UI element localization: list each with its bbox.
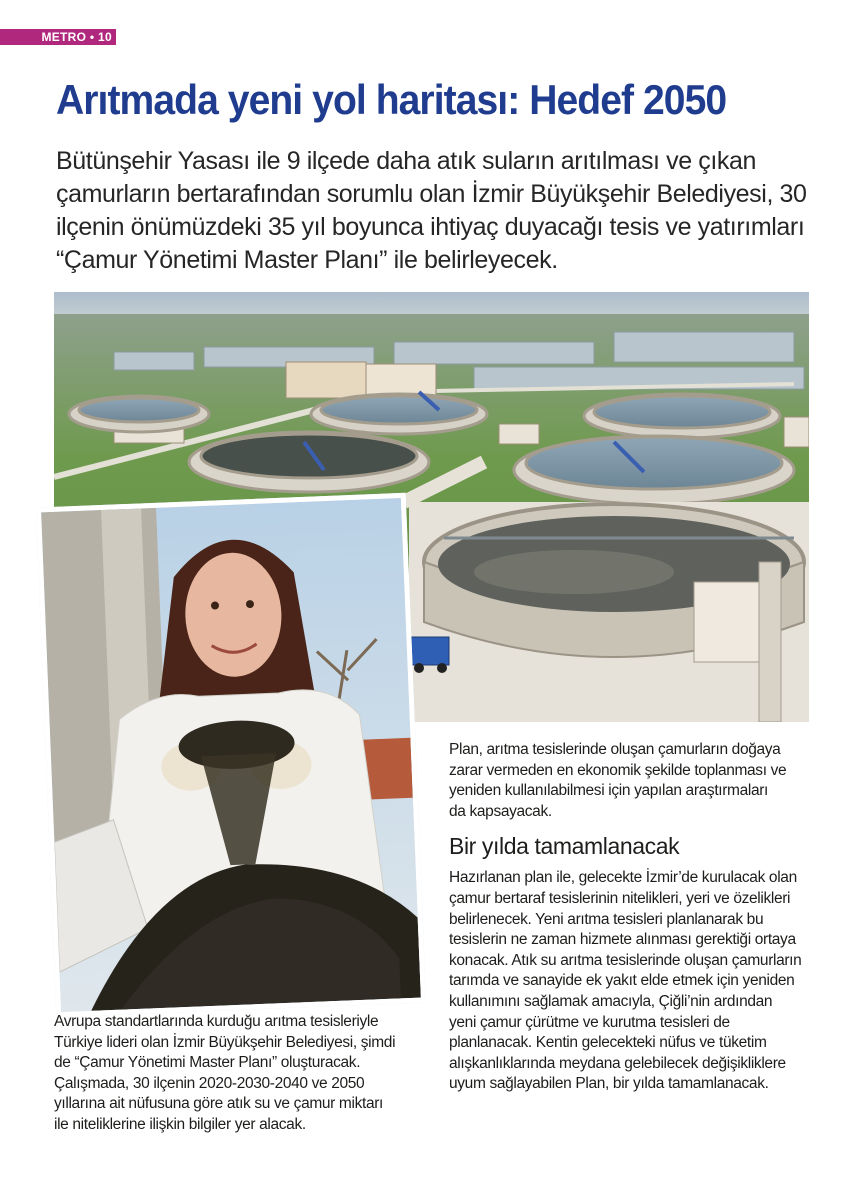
lead-paragraph — [56, 145, 816, 277]
caption-line: Çalışmada, 30 ilçenin 2020-2030-2040 ve 2050 — [54, 1074, 365, 1092]
headline: Arıtmada yeni yol haritası: Hedef 2050 — [56, 76, 727, 123]
intro-paragraph — [449, 740, 819, 822]
intro-line: zarar vermeden en ekonomik şekilde toplanması ve — [449, 761, 787, 779]
caption-line: ile niteliklerine ilişkin bilgiler yer alacak. — [54, 1115, 306, 1133]
lead-line: çamurların bertarafından sorumlu olan İzmir Büyükşehir Belediyesi, 30 — [56, 180, 807, 208]
caption-line: Avrupa standartlarında kurduğu arıtma tesisleriyle — [54, 1013, 379, 1030]
caption-line: yıllarına ait nüfusuna göre atık su ve çamur miktarı — [54, 1095, 383, 1113]
body-line: yeni çamur çürütme ve kurutma tesisleri de — [449, 1013, 730, 1031]
body-line: çamur bertaraf tesislerinin nitelikleri, yeri ve özelikleri — [449, 889, 791, 907]
body-line: belirlenecek. Yeni arıtma tesisleri planlanarak bu — [449, 910, 764, 928]
lead-line: Bütünşehir Yasası ile 9 ilçede daha atık suların arıtılması ve çıkan — [56, 147, 757, 175]
body-line: kullanımını sağlamak amacıyla, Çiğli’nin ardından — [449, 992, 773, 1010]
intro-line: yeniden kullanılabilmesi için yapılan araştırmaları — [449, 782, 769, 800]
photo-caption — [54, 1012, 424, 1136]
body-line: tesislerin ne zaman hizmete alınması gerektiği ortaya — [449, 931, 796, 949]
lead-line: ilçenin önümüzdeki 35 yıl boyunca ihtiyaç duyacağı tesis ve yatırımları — [56, 213, 805, 241]
body-line: uyum sağlayabilen Plan, bir yılda tamamlanacak. — [449, 1075, 769, 1093]
article-body-column — [449, 740, 819, 1095]
body-line: konacak. Atık su arıtma tesislerinde oluşan çamurların — [449, 951, 802, 969]
section-tag: METRO • 10 — [0, 29, 116, 45]
body-paragraph — [449, 868, 819, 1095]
subheading: Bir yılda tamamlanacak — [449, 833, 680, 860]
intro-line: da kapsayacak. — [449, 802, 552, 820]
caption-line: Türkiye lideri olan İzmir Büyükşehir Belediyesi, şimdi — [54, 1033, 396, 1051]
lead-line: “Çamur Yönetimi Master Planı” ile belirleyecek. — [56, 246, 558, 274]
body-line: planlanacak. Kentin gelecekteki nüfus ve tüketim — [449, 1034, 767, 1052]
body-line: alışkanlıklarında meydana gelebilecek değişikliklere — [449, 1054, 786, 1072]
body-line: Hazırlanan plan ile, gelecekte İzmir’de kurulacak olan — [449, 869, 797, 887]
caption-line: de “Çamur Yönetimi Master Planı” oluşturacak. — [54, 1054, 361, 1072]
intro-line: Plan, arıtma tesislerinde oluşan çamurların doğaya — [449, 741, 781, 758]
woman-holding-sludge-photo — [36, 493, 426, 1017]
body-line: tarımda ve sanayide ek yakıt elde etmek için yeniden — [449, 972, 795, 990]
